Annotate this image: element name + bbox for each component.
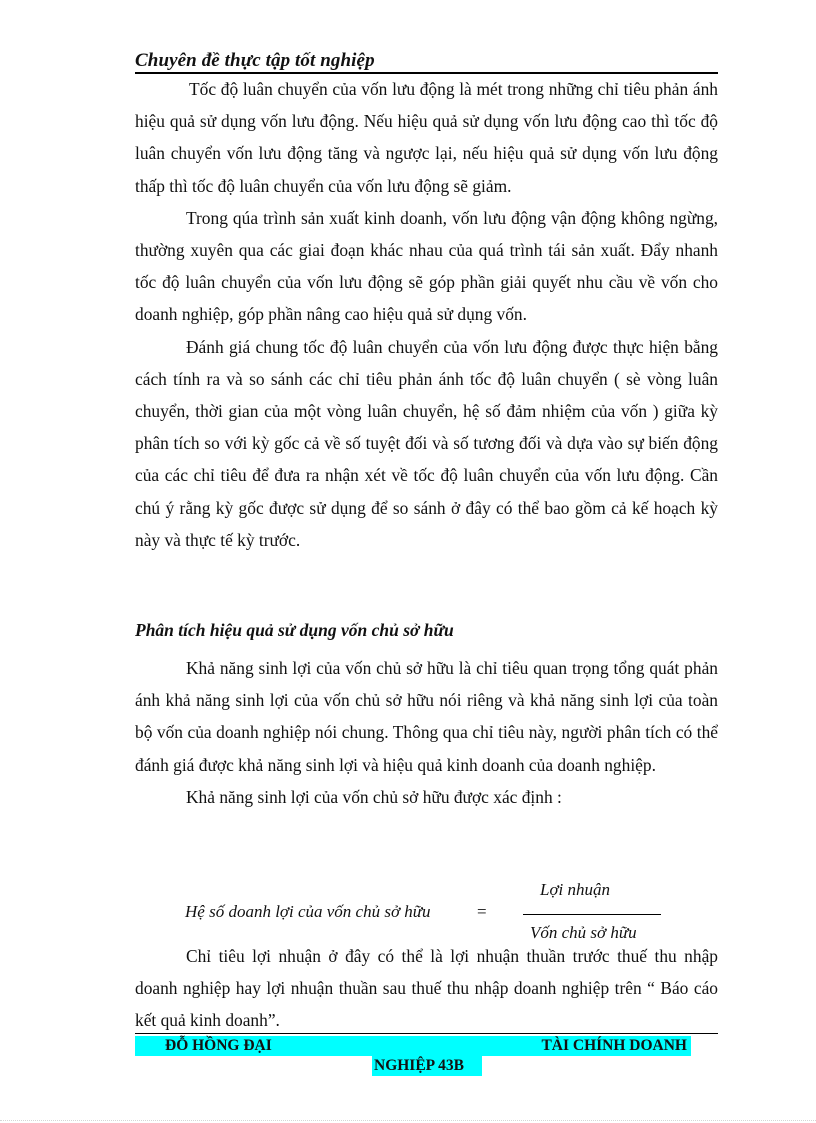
formula-label: Hệ số doanh lợi của vốn chủ sở hữu <box>185 902 431 921</box>
page-header <box>135 48 718 74</box>
paragraph-2: Trong qúa trình sản xuất kinh doanh, vốn lưu động vận động không ngừng, thường xuyên qua các giai đoạn khác nhau của quá trình tái sản xuất. Đẩy nhanh tốc độ luân chuyển của vốn lưu động sẽ góp phần giải quyết nhu cầu về vốn cho doanh nghiệp, góp phần nâng cao hiệu quả sử dụng vốn. <box>135 207 718 325</box>
paragraph-4: Khả năng sinh lợi của vốn chủ sở hữu là chỉ tiêu quan trọng tổng quát phản ánh khả năng sinh lợi của vốn chủ sở hữu nói riêng và khả năng sinh lợi của toàn bộ vốn của doanh nghiệp nói chung. Thông qua chỉ tiêu này, người phân tích có thể đánh giá được khả năng sinh lợi và hiệu quả kinh doanh của doanh nghiệp. <box>135 658 718 775</box>
formula-numerator: Lợi nhuận <box>540 880 611 899</box>
footer-major: TÀI CHÍNH DOANH <box>541 1037 687 1054</box>
paragraph-5: Khả năng sinh lợi của vốn chủ sở hữu được xác định : <box>186 786 562 807</box>
footer-rule <box>135 1033 718 1034</box>
footer-line-1 <box>135 1036 691 1056</box>
footer-line-2 <box>372 1056 482 1076</box>
page-edge <box>0 1120 816 1121</box>
section-heading: Phân tích hiệu quả sử dụng vốn chủ sở hữu <box>135 620 454 640</box>
formula-equals: = <box>477 902 487 921</box>
body-closing <box>135 940 718 1037</box>
formula <box>185 878 705 948</box>
footer-class: NGHIỆP 43B <box>374 1057 465 1074</box>
footer-author: ĐỖ HỒNG ĐẠI <box>165 1037 272 1054</box>
body-section <box>135 652 718 813</box>
header-title: Chuyên đề thực tập tốt nghiệp <box>135 50 375 71</box>
paragraph-3: Đánh giá chung tốc độ luân chuyển của vốn lưu động được thực hiện bằng cách tính ra và so sánh các chỉ tiêu phản ánh tốc độ luân chuyển ( sè vòng luân chuyển, thời gian của một vòng luân chuyển, hệ số đảm nhiệm của vốn ) giữa kỳ phân tích so với kỳ gốc cả về số tuyệt đối và số tương đối và dựa vào sự biến động của các chỉ tiêu để đưa ra nhận xét về tốc độ luân chuyển của vốn lưu động. Cần chú ý rằng kỳ gốc được sử dụng để so sánh ở đây có thể bao gồm cả kế hoạch kỳ này và thực tế kỳ trước. <box>135 336 718 550</box>
fraction-bar <box>523 914 661 915</box>
body-top <box>135 73 718 556</box>
formula-denominator: Vốn chủ sở hữu <box>530 923 637 942</box>
paragraph-1: Tốc độ luân chuyển của vốn lưu động là mét trong những chỉ tiêu phản ánh hiệu quả sử dụng vốn lưu động. Nếu hiệu quả sử dụng vốn lưu động cao thì tốc độ luân chuyển vốn lưu động tăng và ngược lại, nếu hiệu quả sử dụng vốn lưu động thấp thì tốc độ luân chuyển của vốn lưu động sẽ giảm. <box>135 79 718 196</box>
paragraph-6: Chỉ tiêu lợi nhuận ở đây có thể là lợi nhuận thuần trước thuế thu nhập doanh nghiệp hay lợi nhuận thuần sau thuế thu nhập doanh nghiệp trên “ Báo cáo kết quả kinh doanh”. <box>135 946 718 1031</box>
